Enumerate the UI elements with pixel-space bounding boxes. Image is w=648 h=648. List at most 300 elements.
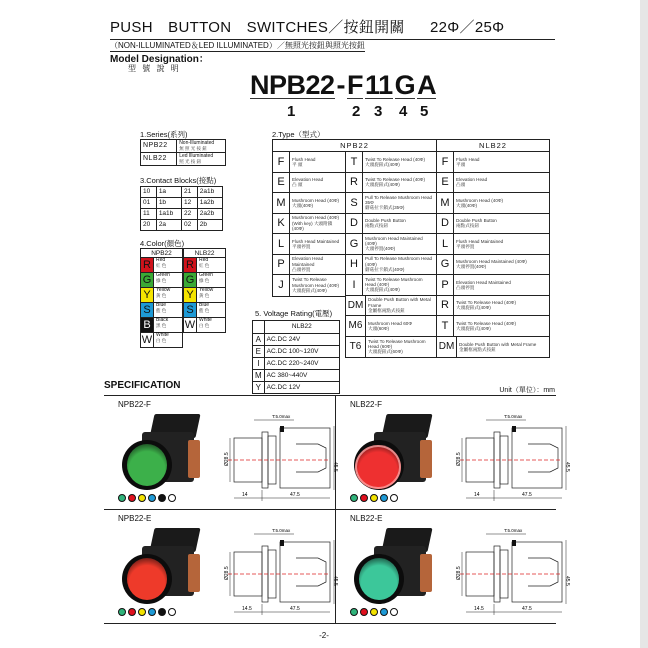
contacts-title: 3.Contact Blocks(接點) bbox=[140, 176, 217, 185]
panel-thickness-dim: T:5.0max bbox=[504, 414, 523, 419]
series-desc bbox=[177, 140, 226, 153]
color-dot bbox=[380, 494, 388, 502]
voltage-blank bbox=[253, 321, 265, 334]
color-name-en: Green bbox=[156, 272, 170, 278]
type-desc-en: Elevation Head Maintained bbox=[292, 256, 324, 267]
type-desc-en: Elevation Head Maintained bbox=[456, 279, 511, 285]
title-size: 22Φ／25Φ bbox=[430, 19, 505, 36]
voltage-value: AC.DC 12V bbox=[264, 382, 339, 394]
type-code: M bbox=[437, 193, 454, 213]
body-length-dim: 47.5 bbox=[522, 492, 532, 498]
button-cap bbox=[127, 444, 167, 486]
color-name-cn: 紅 色 bbox=[199, 263, 210, 268]
series-desc bbox=[177, 153, 226, 166]
contact-code: 10 bbox=[141, 187, 157, 198]
body-length-dim: 47.5 bbox=[290, 606, 300, 612]
color-row-npb bbox=[140, 257, 183, 273]
type-row bbox=[346, 193, 436, 214]
color-name-en: Red bbox=[199, 257, 209, 263]
type-desc bbox=[454, 234, 549, 254]
color-swatch: Y bbox=[184, 288, 197, 302]
product-photo bbox=[344, 526, 439, 611]
dimension-drawing bbox=[224, 410, 339, 505]
contact-code: 02 bbox=[181, 220, 197, 231]
contact-desc: 2a2b bbox=[197, 209, 222, 220]
color-dot bbox=[380, 608, 388, 616]
color-row-npb bbox=[140, 272, 183, 288]
type-code: DM bbox=[346, 296, 366, 316]
color-name-en: White bbox=[199, 317, 212, 323]
color-dot bbox=[350, 608, 358, 616]
color-name-en: Yellow bbox=[156, 287, 171, 293]
type-code: G bbox=[346, 234, 363, 254]
diameter-dim: Ø28.5 bbox=[456, 566, 462, 580]
voltage-header-row bbox=[253, 321, 340, 334]
color-header-npb: NPB22 bbox=[140, 248, 183, 258]
color-row-nlb bbox=[183, 272, 226, 288]
color-swatch: Y bbox=[141, 288, 154, 302]
terminal bbox=[188, 554, 200, 592]
dimension-drawing bbox=[456, 524, 571, 619]
type-code: DM bbox=[437, 337, 457, 358]
diameter-dim: Ø28.5 bbox=[224, 452, 230, 466]
color-name-cn: 藍 色 bbox=[156, 308, 167, 313]
voltage-value: AC.DC 100~120V bbox=[264, 346, 339, 358]
type-row bbox=[437, 337, 549, 358]
color-swatch: R bbox=[141, 258, 154, 272]
height-dim: 45.5 bbox=[564, 576, 570, 586]
type-code: D bbox=[437, 214, 454, 234]
color-name-en: Red bbox=[156, 257, 166, 263]
type-row bbox=[437, 316, 549, 337]
type-desc-en: Mushroom Head (40Φ) bbox=[292, 215, 340, 221]
type-row bbox=[346, 173, 436, 194]
type-desc-cn: 大頭停置(40Φ) bbox=[365, 246, 396, 252]
type-row bbox=[346, 234, 436, 255]
code-number-4: 4 bbox=[399, 103, 408, 120]
spec-bottom-rule bbox=[104, 623, 556, 624]
color-dot bbox=[138, 494, 146, 502]
contact-row bbox=[141, 209, 223, 220]
type-desc-en: Flush Head bbox=[292, 156, 316, 162]
contact-desc: 1a bbox=[156, 187, 181, 198]
type-desc-en: Pull To Release Mushroom Head 35Φ bbox=[365, 194, 433, 206]
type-code: L bbox=[437, 234, 454, 254]
body-outline bbox=[512, 428, 562, 488]
type-desc-cn: 大頭旋鈕式(40Φ) bbox=[365, 161, 400, 167]
type-desc-cn: 兩點式按鈕 bbox=[456, 223, 479, 229]
color-dot bbox=[370, 608, 378, 616]
type-desc-cn: 金屬框兩點式按鈕 bbox=[368, 307, 405, 313]
type-code: E bbox=[437, 173, 454, 193]
type-desc-cn: 大頭旋鈕式(40Φ) bbox=[365, 182, 400, 188]
color-dot bbox=[128, 608, 136, 616]
series-desc-cn: 照 光 按 鈕 bbox=[179, 159, 201, 164]
color-row-npb bbox=[140, 317, 183, 333]
type-desc-cn: 凸頭 bbox=[456, 182, 466, 188]
type-desc-en: Twist To Release Mushroom Head (60Φ) bbox=[368, 338, 426, 350]
color-swatch: S bbox=[141, 303, 154, 317]
type-row bbox=[346, 316, 436, 337]
contacts-table bbox=[140, 186, 223, 231]
type-desc-en: Flush Head Maintained bbox=[292, 238, 340, 244]
type-code: T bbox=[346, 152, 363, 172]
voltage-value: AC.DC 24V bbox=[264, 334, 339, 346]
type-desc-en: Double Push Button bbox=[456, 218, 497, 224]
terminal bbox=[420, 440, 432, 478]
type-row bbox=[273, 173, 345, 194]
color-name-cn: 白 色 bbox=[199, 323, 210, 328]
type-code: R bbox=[437, 296, 454, 316]
type-desc-cn: 兩點式按鈕 bbox=[365, 223, 388, 229]
type-nlb-column bbox=[436, 151, 550, 358]
product-photo bbox=[112, 412, 207, 497]
contact-outline bbox=[296, 444, 326, 472]
series-table bbox=[140, 139, 226, 166]
series-row bbox=[141, 153, 226, 166]
dimension-drawing bbox=[456, 410, 571, 505]
series-desc-cn: 無 照 光 按 鈕 bbox=[179, 146, 207, 151]
type-desc-en: Twist To Release Head (40Φ) bbox=[456, 320, 517, 326]
color-header-nlb: NLB22 bbox=[183, 248, 226, 258]
type-row bbox=[273, 234, 345, 255]
height-dim: 45.5 bbox=[332, 576, 338, 586]
voltage-value: AC 380~440V bbox=[264, 370, 339, 382]
color-name-en: Black bbox=[156, 317, 169, 323]
series-title: 1.Series(系列) bbox=[140, 130, 188, 139]
color-desc bbox=[154, 273, 170, 287]
type-code: P bbox=[273, 255, 290, 275]
contact-desc: 2a bbox=[156, 220, 181, 231]
type-code: M bbox=[273, 193, 290, 213]
voltage-row bbox=[253, 358, 340, 370]
type-code: F bbox=[437, 152, 454, 172]
contact-desc: 1a1b bbox=[156, 209, 181, 220]
series-desc-en: Non-Illuminated bbox=[179, 140, 215, 146]
code-dash: - bbox=[336, 70, 346, 100]
type-desc-en: Twist To Release Head (40Φ) bbox=[365, 156, 426, 162]
voltage-code: Y bbox=[253, 382, 265, 394]
panel-thickness-dim: T:5.0max bbox=[504, 528, 523, 533]
type-desc bbox=[454, 316, 549, 336]
color-row-nlb bbox=[183, 287, 226, 303]
color-dot bbox=[128, 494, 136, 502]
color-name-cn: 黃 色 bbox=[156, 293, 167, 298]
color-swatch: W bbox=[184, 319, 196, 331]
color-dot bbox=[158, 608, 166, 616]
type-desc bbox=[457, 337, 549, 358]
color-name-cn: 綠 色 bbox=[156, 278, 167, 283]
voltage-code: M bbox=[253, 370, 265, 382]
terminal bbox=[188, 440, 200, 478]
type-desc bbox=[290, 275, 345, 296]
type-npb-header: NPB22 bbox=[272, 139, 437, 152]
type-desc-en: Mushroom Head (40Φ) bbox=[292, 197, 340, 203]
color-name-en: Blue bbox=[156, 302, 167, 308]
color-name-en: Yellow bbox=[199, 287, 214, 293]
contact-row bbox=[141, 187, 223, 198]
type-row bbox=[346, 275, 436, 296]
type-code: S bbox=[346, 193, 363, 213]
front-length-dim: 14.5 bbox=[474, 606, 484, 612]
type-code: P bbox=[437, 275, 454, 295]
color-desc bbox=[197, 273, 213, 287]
type-desc bbox=[290, 152, 345, 172]
type-desc-cn: 平頭停置 bbox=[456, 243, 475, 249]
type-row bbox=[437, 152, 549, 173]
color-name-cn: 黃 色 bbox=[199, 293, 210, 298]
color-desc bbox=[197, 318, 212, 332]
panel-thickness-dim: T:5.0max bbox=[272, 414, 291, 419]
color-desc bbox=[154, 333, 169, 347]
series-row bbox=[141, 140, 226, 153]
product-photo bbox=[112, 526, 207, 611]
type-desc bbox=[290, 255, 345, 275]
color-dot bbox=[350, 494, 358, 502]
type-desc-en: Twist To Release Head (40Φ) bbox=[365, 177, 426, 183]
contact-outline bbox=[528, 558, 558, 586]
code-number-2: 2 bbox=[352, 103, 361, 120]
voltage-code: I bbox=[253, 358, 265, 370]
color-row-npb bbox=[140, 287, 183, 303]
latch bbox=[280, 540, 284, 546]
code-voltage: A bbox=[417, 70, 437, 100]
type-row bbox=[346, 255, 436, 276]
type-desc-en: Double Push Button with Metal Frame bbox=[368, 297, 431, 308]
color-dot bbox=[118, 494, 126, 502]
type-code: D bbox=[346, 214, 363, 234]
color-swatch: R bbox=[184, 258, 197, 272]
voltage-value: AC.DC 220~240V bbox=[264, 358, 339, 370]
voltage-code: E bbox=[253, 346, 265, 358]
type-code: K bbox=[273, 214, 290, 234]
color-row-npb bbox=[140, 302, 183, 318]
diameter-dim: Ø28.5 bbox=[456, 452, 462, 466]
color-swatch: G bbox=[141, 273, 154, 287]
code-color: G bbox=[394, 70, 416, 100]
type-desc-en: Twist To Release Head (40Φ) bbox=[456, 300, 517, 306]
body-outline bbox=[512, 542, 562, 602]
voltage-row bbox=[253, 382, 340, 394]
type-row bbox=[437, 234, 549, 255]
type-desc-cn: 大頭旋鈕式(40Φ) bbox=[456, 305, 491, 311]
color-dot bbox=[148, 608, 156, 616]
type-desc-cn: 蘑菇拉卡鎖式(40Φ) bbox=[365, 266, 405, 272]
color-options bbox=[350, 608, 398, 616]
color-dot bbox=[360, 494, 368, 502]
product-label: NLB22-E bbox=[350, 514, 383, 523]
voltage-title: 5. Voltage Rating(電壓) bbox=[255, 309, 333, 318]
model-designation-heading: Model Designation： bbox=[110, 54, 209, 65]
type-nlb-header: NLB22 bbox=[436, 139, 550, 152]
type-desc bbox=[363, 255, 436, 275]
type-title: 2.Type（型式） bbox=[272, 130, 325, 139]
type-desc-cn: 凸 頭 bbox=[292, 182, 303, 188]
type-code: T bbox=[437, 316, 454, 336]
latch bbox=[280, 426, 284, 432]
type-desc-cn: 大頭停置(40Φ) bbox=[456, 264, 487, 270]
type-desc bbox=[366, 337, 436, 358]
type-code: T6 bbox=[346, 337, 366, 358]
spec-mid-rule bbox=[104, 509, 556, 510]
type-desc-en: Elevation Head bbox=[292, 177, 324, 183]
color-name-cn: 黑 色 bbox=[156, 323, 167, 328]
type-desc bbox=[366, 316, 436, 336]
height-dim: 45.5 bbox=[564, 462, 570, 472]
contact-row bbox=[141, 220, 223, 231]
type-desc-cn: 平頭停置 bbox=[292, 243, 311, 249]
type-row bbox=[437, 193, 549, 214]
color-dot bbox=[118, 608, 126, 616]
type-code: R bbox=[346, 173, 363, 193]
page-title bbox=[110, 16, 555, 40]
type-row bbox=[346, 152, 436, 173]
type-desc-cn: 蘑菇拉卡鎖式(35Φ) bbox=[365, 205, 405, 211]
front-length-dim: 14.5 bbox=[242, 606, 252, 612]
color-row-nlb bbox=[183, 302, 226, 318]
color-desc bbox=[197, 258, 209, 272]
type-desc-cn: (With key) 大頭附鎖(40Φ) bbox=[292, 220, 333, 231]
series-code: NPB22 bbox=[141, 140, 177, 153]
type-desc bbox=[454, 214, 549, 234]
front-length-dim: 14 bbox=[474, 492, 480, 498]
color-dot bbox=[158, 494, 166, 502]
contact-code: 20 bbox=[141, 220, 157, 231]
color-dot bbox=[390, 608, 398, 616]
contact-desc: 2a1b bbox=[197, 187, 222, 198]
color-row-nlb bbox=[183, 257, 226, 273]
code-series: NPB22 bbox=[250, 70, 335, 100]
color-row-npb bbox=[140, 332, 183, 348]
contact-outline bbox=[528, 444, 558, 472]
color-dot bbox=[138, 608, 146, 616]
spec-top-rule bbox=[104, 395, 556, 396]
page-edge bbox=[640, 0, 648, 648]
type-desc-en: Mushroom Head (40Φ) bbox=[456, 197, 504, 203]
color-swatch: G bbox=[184, 273, 197, 287]
contact-desc: 2b bbox=[197, 220, 222, 231]
code-number-3: 3 bbox=[374, 103, 383, 120]
type-desc-en: Flush Head Maintained bbox=[456, 238, 504, 244]
type-desc bbox=[454, 296, 549, 316]
color-name-cn: 綠 色 bbox=[199, 278, 210, 283]
color-desc bbox=[154, 258, 166, 272]
contact-code: 11 bbox=[141, 209, 157, 220]
type-desc-cn: 大頭旋鈕式(40Φ) bbox=[456, 325, 491, 331]
contact-code: 01 bbox=[141, 198, 157, 209]
height-dim: 45.5 bbox=[332, 462, 338, 472]
color-desc bbox=[154, 303, 166, 317]
body-outline bbox=[280, 428, 330, 488]
type-desc bbox=[363, 152, 436, 172]
voltage-row bbox=[253, 334, 340, 346]
color-table bbox=[140, 248, 226, 346]
voltage-header: NLB22 bbox=[264, 321, 339, 334]
code-contact: 11 bbox=[365, 70, 393, 100]
contact-outline bbox=[296, 558, 326, 586]
contact-code: 22 bbox=[181, 209, 197, 220]
color-desc bbox=[197, 288, 213, 302]
color-dot bbox=[168, 608, 176, 616]
type-row bbox=[437, 296, 549, 317]
type-desc bbox=[454, 173, 549, 193]
type-desc-en: Mushroom Head 60Φ bbox=[368, 320, 413, 326]
color-dot bbox=[168, 494, 176, 502]
type-desc-cn: 金屬框兩點式按鈕 bbox=[459, 346, 496, 352]
color-options bbox=[350, 494, 398, 502]
color-name-en: Green bbox=[199, 272, 213, 278]
diameter-dim: Ø28.5 bbox=[224, 566, 230, 580]
color-dot bbox=[148, 494, 156, 502]
type-desc bbox=[290, 214, 345, 234]
type-row bbox=[346, 337, 436, 358]
type-desc-cn: 凸頭停置 bbox=[456, 284, 475, 290]
type-desc bbox=[363, 214, 436, 234]
type-desc bbox=[290, 234, 345, 254]
contact-code: 21 bbox=[181, 187, 197, 198]
product-label: NPB22-F bbox=[118, 400, 151, 409]
type-desc bbox=[363, 173, 436, 193]
type-desc-cn: 大頭旋鈕式(40Φ) bbox=[365, 287, 400, 293]
type-desc-en: Double Push Button bbox=[365, 218, 406, 224]
type-code: M6 bbox=[346, 316, 366, 336]
body-length-dim: 47.5 bbox=[522, 606, 532, 612]
button-cap bbox=[355, 445, 401, 489]
type-desc bbox=[366, 296, 436, 316]
body-length-dim: 47.5 bbox=[290, 492, 300, 498]
color-desc bbox=[154, 318, 168, 332]
color-dot bbox=[360, 608, 368, 616]
type-row bbox=[273, 255, 345, 276]
type-code: J bbox=[273, 275, 290, 296]
color-name-en: Blue bbox=[199, 302, 210, 308]
model-code bbox=[250, 72, 438, 99]
color-dot bbox=[370, 494, 378, 502]
specification-heading: SPECIFICATION bbox=[104, 380, 181, 391]
type-row bbox=[273, 275, 345, 296]
type-npb-left-column bbox=[272, 151, 346, 297]
color-title: 4.Color(顏色) bbox=[140, 239, 185, 248]
type-desc bbox=[290, 193, 345, 213]
product-label: NLB22-F bbox=[350, 400, 383, 409]
series-desc-en: Led Illuminated bbox=[179, 153, 214, 159]
type-desc bbox=[454, 275, 549, 295]
type-code: I bbox=[346, 275, 363, 295]
type-desc-cn: 大頭(60Φ) bbox=[368, 325, 390, 331]
type-code: E bbox=[273, 173, 290, 193]
type-desc-en: Twist To Release Mushroom Head (40Φ) bbox=[365, 276, 423, 288]
color-options bbox=[118, 494, 176, 502]
front-length-dim: 14 bbox=[242, 492, 248, 498]
type-desc-en: Double Push Button with Metal Frame bbox=[459, 341, 537, 347]
unit-note: Unit（單位）：mm bbox=[499, 387, 555, 394]
type-code: L bbox=[273, 234, 290, 254]
color-swatch: W bbox=[141, 334, 153, 346]
type-desc-cn: 大頭旋鈕式(40Φ) bbox=[292, 287, 327, 293]
type-desc-cn: 大頭旋鈕式(60Φ) bbox=[368, 349, 403, 355]
type-desc-en: Mushroom Head Maintained (40Φ) bbox=[456, 259, 527, 265]
type-desc-cn: 大頭(40Φ) bbox=[456, 202, 478, 208]
color-desc bbox=[197, 303, 209, 317]
contact-desc: 1b bbox=[156, 198, 181, 209]
series-code: NLB22 bbox=[141, 153, 177, 166]
dimension-drawing bbox=[224, 524, 339, 619]
color-swatch: S bbox=[184, 303, 197, 317]
latch bbox=[512, 426, 516, 432]
color-desc bbox=[154, 288, 170, 302]
type-desc-en: Flush Head bbox=[456, 156, 480, 162]
type-desc-cn: 凸頭停置 bbox=[292, 266, 311, 272]
